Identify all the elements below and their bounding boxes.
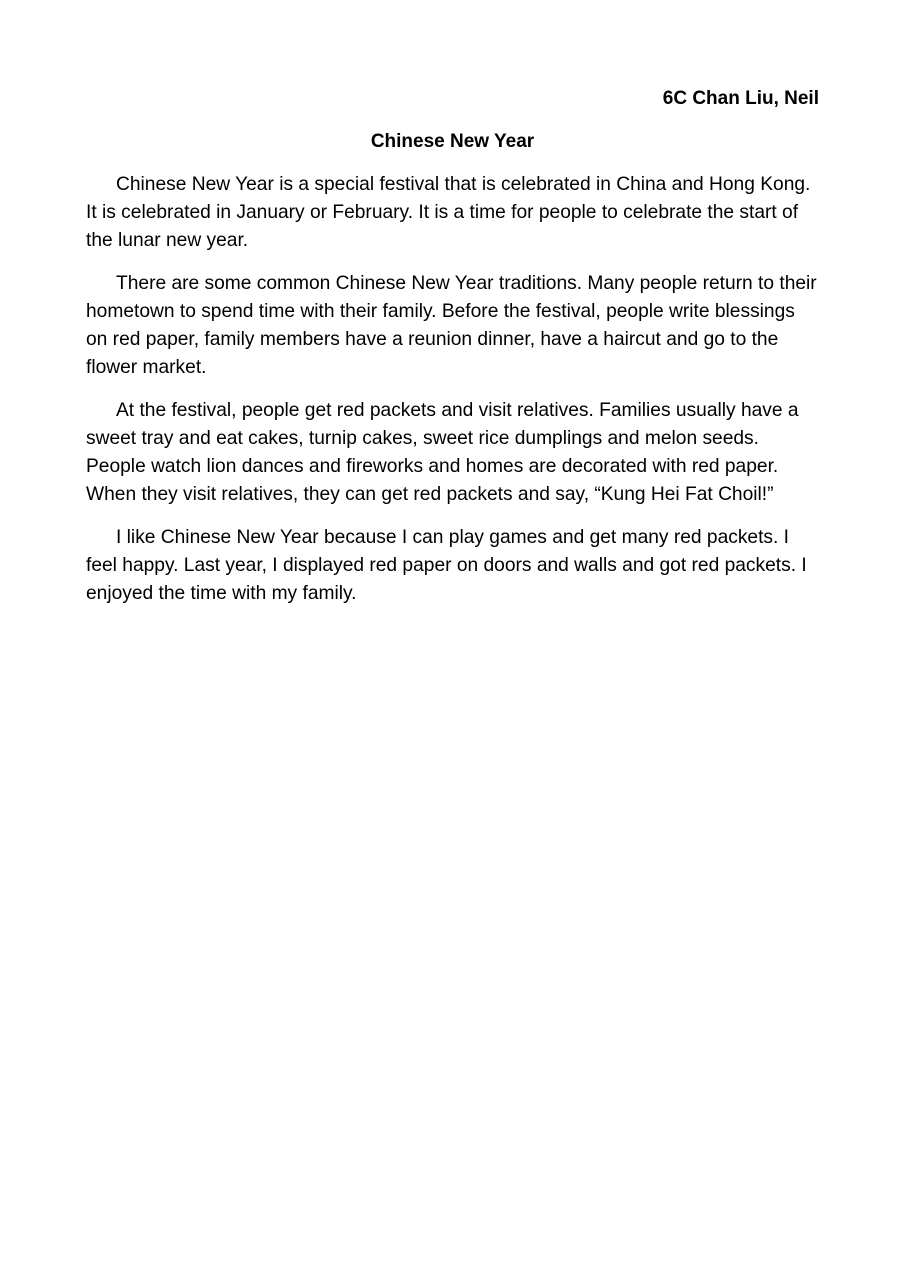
paragraph: I like Chinese New Year because I can play games and get many red packets. I feel happy. Last year, I displayed red paper on doors and walls and got red packets. I enjoyed the time with my family. [86,527,807,604]
paragraph: There are some common Chinese New Year traditions. Many people return to their hometown to spend time with their family. Before the festival, people write blessings on red paper, family members have a reunion dinner, have a haircut and go to the flower market. [86,273,817,378]
document-title: Chinese New Year [370,131,535,152]
paragraph: At the festival, people get red packets and visit relatives. Families usually have a sweet tray and eat cakes, turnip cakes, sweet rice dumplings and melon seeds. People watch lion dances and fireworks and homes are decorated with red paper. When they visit relatives, they can get red packets and say, “Kung Hei Fat Choil!” [86,400,799,505]
paragraph: Chinese New Year is a special festival that is celebrated in China and Hong Kong. It is celebrated in January or February. It is a time for people to celebrate the start of the lunar new year. [86,174,811,251]
document-body [86,171,820,623]
author-name: 6C Chan Liu, Neil [662,88,819,109]
